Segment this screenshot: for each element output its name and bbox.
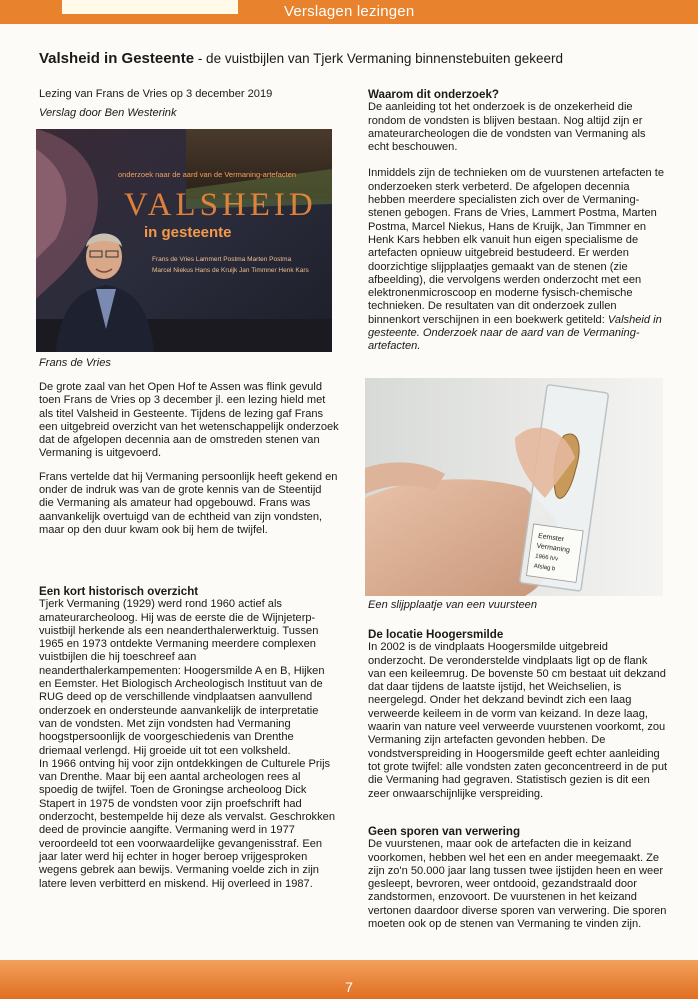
header-tab bbox=[62, 0, 238, 14]
location-heading: De locatie Hoogersmilde bbox=[368, 628, 504, 641]
slide-label-line-1: Eemster bbox=[537, 532, 565, 544]
article-title bbox=[39, 50, 679, 68]
location-paragraph: In 2002 is de vindplaats Hoogersmilde uitgebreid onderzocht. De veronderstelde vindplaats ligt op de flank van een keileemrug. De bovenste 50 cm bestaat uit dekzand dat daar tijdens de laatste ijstijd, het Weichselien, is neergelegd. Onder het dekzand bevindt zich een laag verweerde keileem in de vorm van keizand. In deze laag, waarin van nature veel verweerde vuurstenen voorkomt, zou Vermaning zijn artefacten gevonden hebben. De vondstverspreiding in Hoogersmilde geeft echter aanleiding tot grote twijfel: alle vondsten zaten geconcentreerd in de put die Vermaning had gegraven. Statistisch gezien is dit een zeer onwaarschijnlijke verspreiding. bbox=[368, 641, 668, 800]
slide-word-valsheid: VALSHEID bbox=[124, 187, 317, 223]
traces-paragraph: De vuurstenen, maar ook de artefacten die in keizand voorkomen, hebben wel het een en ander meegemaakt. Ze zijn zo'n 50.000 jaar lang tussen twee ijstijden heen en weer gesleept, bevroren, weer ontdooid, gezandstraald door zandstormen, enzovoort. De vuurstenen in het keizand vertonen daardoor diverse sporen van verwering. Die sporen moeten ook op de stenen van Vermaning te vinden zijn. bbox=[368, 838, 667, 931]
photo-thin-section bbox=[365, 378, 663, 596]
byline-lecture: Lezing van Frans de Vries op 3 december 2019 bbox=[39, 88, 273, 100]
why-section bbox=[368, 88, 668, 354]
history-heading: Een kort historisch overzicht bbox=[39, 585, 199, 598]
why-paragraph-1: De aanleiding tot het onderzoek is de onzekerheid die rondom de vondsten is blijven bestaan. Nog altijd zijn er amateurarcheologen die de vondsten van Vermaning als echt beschouwen. bbox=[368, 101, 646, 154]
slide-names-2: Marcel Niekus Hans de Kruijk Jan Timmner Henk Kars bbox=[152, 267, 309, 274]
thin-section-photo bbox=[365, 378, 663, 596]
traces-section bbox=[368, 825, 668, 931]
slide-label-line-4: Afslag b bbox=[533, 563, 556, 573]
article-subtitle: - de vuistbijlen van Tjerk Vermaning binnenstebuiten gekeerd bbox=[194, 51, 564, 66]
byline-report: Verslag door Ben Westerink bbox=[39, 107, 177, 120]
history-paragraph-1: Tjerk Vermaning (1929) werd rond 1960 actief als amateurarcheoloog. Hij was de eerste die de Wijnjeterp-vuistbijl herkende als een neanderthalerwerktuig. Tussen 1965 en 1973 ontdekte Vermaning meerdere complexen vuistbijlen die hij toeschreef aan neanderthalerkampementen: Hoogersmilde A en B, Hijken en Eemster. Het Biologisch Archeologisch Instituut van de RUG deed op de verschillende vindplaatsen aanvullend onderzoek en ondersteunde aanvankelijk de interpretatie van de vondsten. Met zijn vondsten had Vermaning hoogstpersoonlijk de voorgeschiedenis van Drenthe driemaal verlengd. Hij groeide uit tot een volksheld. bbox=[39, 598, 325, 757]
article-title-main: Valsheid in Gesteente bbox=[39, 50, 195, 67]
photo-frans-de-vries bbox=[36, 129, 332, 352]
intro-text bbox=[39, 381, 339, 537]
slide-label-line-2: Vermaning bbox=[536, 542, 571, 555]
slide-label-line-3: 1966 h/v bbox=[534, 553, 559, 563]
byline bbox=[39, 88, 339, 121]
book-title: Valsheid in gesteente. Onderzoek naar de aard van de Vermaning-artefacten. bbox=[368, 313, 662, 353]
photo-caption-1: Frans de Vries bbox=[39, 357, 111, 369]
lecture-slide-photo bbox=[36, 129, 332, 352]
photo-caption-2: Een slijpplaatje van een vuursteen bbox=[368, 599, 537, 611]
history-section bbox=[39, 585, 339, 891]
slide-word-gesteente: in gesteente bbox=[144, 224, 232, 241]
why-paragraph-2: Inmiddels zijn de technieken om de vuurstenen artefacten te onderzoeken sterk verbeterd. De afgelopen decennia hebben meerdere specialisten zich over de Vermaning-stenen gebogen. Frans de Vries, Lammert Postma, Marten Postma, Marcel Niekus, Hans de Kruijk, Jan Timmner en Henk Kars hebben elk vanuit hun eigen specialisme de artefacten opnieuw uitgebreid bestudeerd. Er werden doorzichtige slijpplaatjes gemaakt van de stenen (zie afbeelding), die vervolgens werden onderzocht met een elektronenmicroscoop en moderne fysisch-chemische technieken. De resultaten van dit onderzoek zullen binnenkort verschijnen in een boekwerk getiteld: bbox=[368, 167, 665, 326]
history-paragraph-2: In 1966 ontving hij voor zijn ontdekkingen de Culturele Prijs van Drenthe. Maar bij een aantal archeologen rees al spoedig de twijfel. Toen de Groningse archeoloog Dick Stapert in 1975 de vondsten voor zijn proefschrift had onderzocht, bestempelde hij deze als vervalst. Geschrokken deed de provincie aangifte. Vermaning werd in 1977 veroordeeld tot een voorwaardelijke gevangenisstraf. Een jaar later werd hij echter in hoger beroep vrijgesproken wegens gebrek aan bewijs. Vermaning voelde zich in zijn latere leven verbitterd en miskend. Hij overleed in 1987. bbox=[39, 757, 335, 890]
location-section bbox=[368, 628, 668, 801]
why-heading: Waarom dit onderzoek? bbox=[368, 88, 499, 101]
intro-paragraph-2: Frans vertelde dat hij Vermaning persoonlijk heeft gekend en onder de indruk was van de grote kennis van de Steentijd die Vermaning als amateur had opgebouwd. Frans was aanvankelijk overtuigd van de echtheid van zijn vondsten, maar op den duur kwam ook bij hem de twijfel. bbox=[39, 470, 338, 536]
intro-paragraph-1: De grote zaal van het Open Hof te Assen was flink gevuld toen Frans de Vries op 3 december jl. een lezing hield met als titel Valsheid in Gesteente. Tijdens de lezing gaf Frans een uitgebreid overzicht van het wetenschappelijk onderzoek dat de afgelopen decennia aan de omstreden stenen van Vermaning is uitgevoerd. bbox=[39, 381, 339, 460]
page-header-bar bbox=[0, 0, 698, 24]
slide-names-1: Frans de Vries Lammert Postma Marten Postma bbox=[152, 256, 292, 263]
traces-heading: Geen sporen van verwering bbox=[368, 825, 521, 838]
section-title: Verslagen lezingen bbox=[284, 3, 415, 20]
page-number: 7 bbox=[345, 979, 353, 995]
slide-kicker: onderzoek naar de aard van de Vermaning-artefacten bbox=[118, 170, 297, 179]
